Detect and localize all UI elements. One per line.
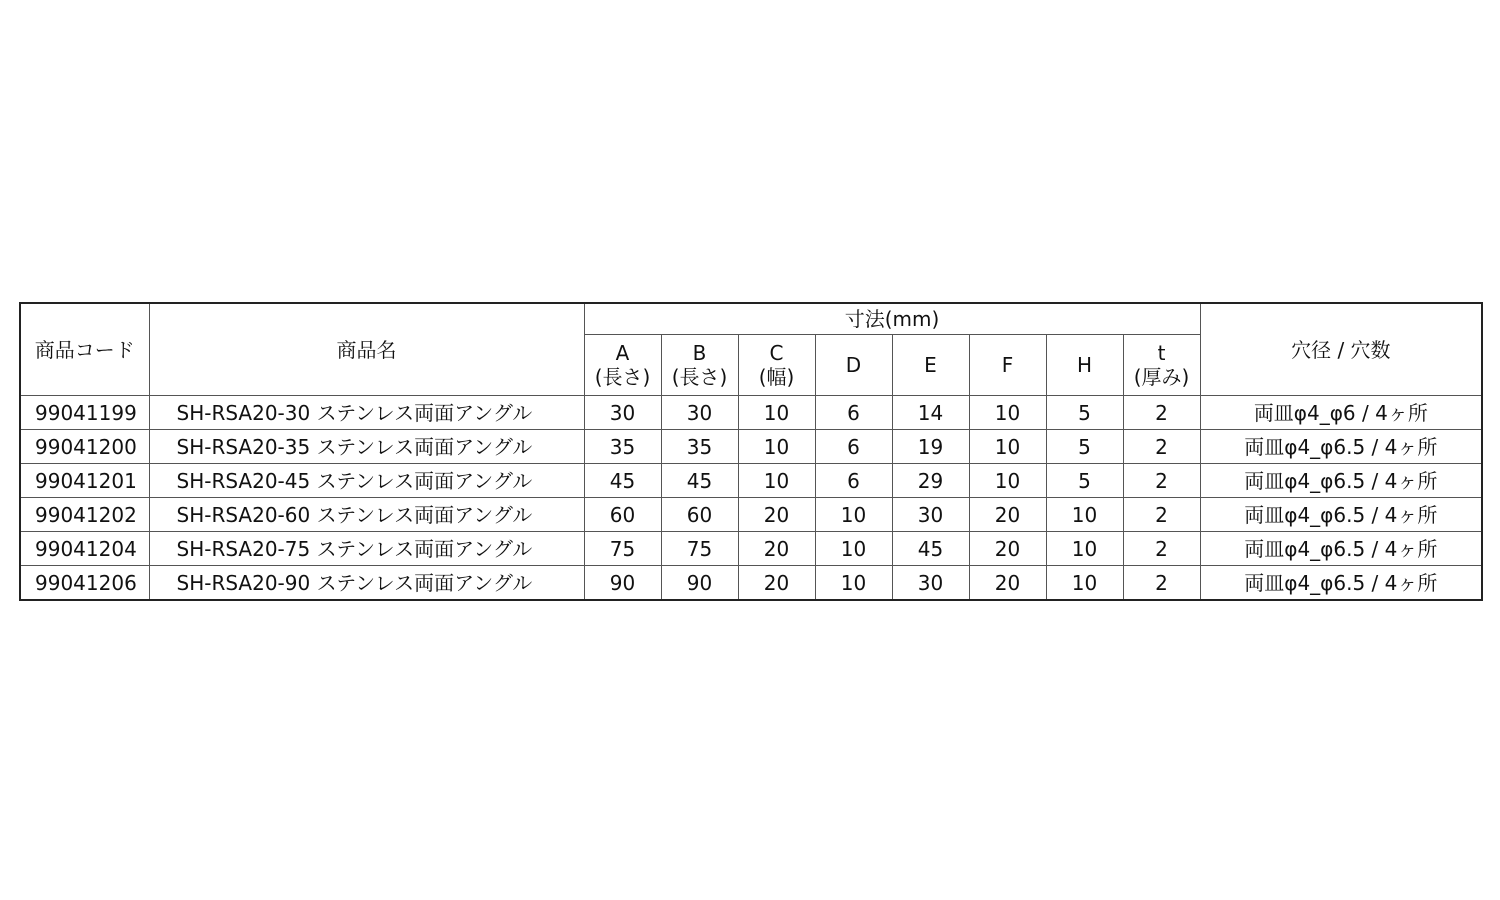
- header-dim-key: B: [692, 341, 707, 365]
- cell-a: 90: [584, 566, 661, 601]
- cell-t: 2: [1123, 396, 1200, 430]
- cell-name: SH-RSA20-30 ステンレス両面アングル: [149, 396, 584, 430]
- spec-table: [19, 302, 1483, 601]
- cell-e: 30: [892, 566, 969, 601]
- header-dim-E: [892, 335, 969, 396]
- cell-hole: 両皿φ4_φ6.5 / 4ヶ所: [1200, 532, 1482, 566]
- cell-b: 60: [661, 498, 738, 532]
- header-dim-C: [738, 335, 815, 396]
- cell-c: 20: [738, 532, 815, 566]
- cell-d: 10: [815, 498, 892, 532]
- cell-f: 20: [969, 566, 1046, 601]
- cell-d: 10: [815, 532, 892, 566]
- header-code: 商品コード: [20, 303, 149, 396]
- header-dim-key: E: [924, 353, 937, 377]
- header-dim-note: (幅): [758, 365, 795, 389]
- header-dim-key: A: [615, 341, 630, 365]
- cell-name: SH-RSA20-45 ステンレス両面アングル: [149, 464, 584, 498]
- header-dim-key: F: [1001, 353, 1014, 377]
- cell-name: SH-RSA20-35 ステンレス両面アングル: [149, 430, 584, 464]
- table-header: [20, 303, 1482, 396]
- cell-e: 45: [892, 532, 969, 566]
- cell-e: 30: [892, 498, 969, 532]
- cell-f: 10: [969, 396, 1046, 430]
- cell-name: SH-RSA20-90 ステンレス両面アングル: [149, 566, 584, 601]
- header-row-1: [20, 303, 1482, 335]
- cell-b: 90: [661, 566, 738, 601]
- cell-h: 5: [1046, 430, 1123, 464]
- header-dim-note: (長さ): [594, 365, 651, 389]
- cell-a: 75: [584, 532, 661, 566]
- header-dim-H: [1046, 335, 1123, 396]
- cell-hole: 両皿φ4_φ6 / 4ヶ所: [1200, 396, 1482, 430]
- table-row: [20, 464, 1482, 498]
- cell-a: 60: [584, 498, 661, 532]
- header-dim-B: [661, 335, 738, 396]
- cell-code: 99041202: [20, 498, 149, 532]
- cell-name: SH-RSA20-75 ステンレス両面アングル: [149, 532, 584, 566]
- cell-t: 2: [1123, 566, 1200, 601]
- header-dim-key: C: [769, 341, 784, 365]
- cell-code: 99041201: [20, 464, 149, 498]
- cell-a: 45: [584, 464, 661, 498]
- cell-c: 10: [738, 396, 815, 430]
- header-dim-D: [815, 335, 892, 396]
- cell-code: 99041199: [20, 396, 149, 430]
- cell-d: 6: [815, 430, 892, 464]
- cell-h: 5: [1046, 396, 1123, 430]
- cell-code: 99041206: [20, 566, 149, 601]
- header-dim-F: [969, 335, 1046, 396]
- cell-hole: 両皿φ4_φ6.5 / 4ヶ所: [1200, 498, 1482, 532]
- table-row: [20, 430, 1482, 464]
- cell-h: 10: [1046, 532, 1123, 566]
- cell-e: 19: [892, 430, 969, 464]
- cell-code: 99041204: [20, 532, 149, 566]
- header-dim-note: (長さ): [671, 365, 728, 389]
- cell-e: 14: [892, 396, 969, 430]
- cell-c: 10: [738, 464, 815, 498]
- cell-hole: 両皿φ4_φ6.5 / 4ヶ所: [1200, 430, 1482, 464]
- cell-a: 30: [584, 396, 661, 430]
- table-body: [20, 396, 1482, 601]
- header-dim-key: D: [845, 353, 862, 377]
- cell-f: 10: [969, 430, 1046, 464]
- cell-h: 5: [1046, 464, 1123, 498]
- cell-f: 20: [969, 532, 1046, 566]
- table-row: [20, 566, 1482, 601]
- cell-hole: 両皿φ4_φ6.5 / 4ヶ所: [1200, 464, 1482, 498]
- cell-b: 75: [661, 532, 738, 566]
- cell-b: 45: [661, 464, 738, 498]
- cell-h: 10: [1046, 498, 1123, 532]
- header-name: 商品名: [149, 303, 584, 396]
- cell-b: 30: [661, 396, 738, 430]
- cell-name: SH-RSA20-60 ステンレス両面アングル: [149, 498, 584, 532]
- cell-e: 29: [892, 464, 969, 498]
- header-dim-A: [584, 335, 661, 396]
- cell-t: 2: [1123, 430, 1200, 464]
- header-hole: 穴径 / 穴数: [1200, 303, 1482, 396]
- header-dim-note: (厚み): [1133, 365, 1190, 389]
- table-row: [20, 498, 1482, 532]
- cell-code: 99041200: [20, 430, 149, 464]
- cell-a: 35: [584, 430, 661, 464]
- cell-c: 20: [738, 498, 815, 532]
- header-dim-key: H: [1076, 353, 1093, 377]
- cell-c: 20: [738, 566, 815, 601]
- header-dim-key: t: [1157, 341, 1166, 365]
- cell-t: 2: [1123, 532, 1200, 566]
- cell-d: 6: [815, 396, 892, 430]
- cell-t: 2: [1123, 464, 1200, 498]
- header-dim-t: [1123, 335, 1200, 396]
- cell-c: 10: [738, 430, 815, 464]
- cell-d: 10: [815, 566, 892, 601]
- cell-f: 10: [969, 464, 1046, 498]
- cell-b: 35: [661, 430, 738, 464]
- cell-d: 6: [815, 464, 892, 498]
- cell-f: 20: [969, 498, 1046, 532]
- cell-t: 2: [1123, 498, 1200, 532]
- cell-h: 10: [1046, 566, 1123, 601]
- cell-hole: 両皿φ4_φ6.5 / 4ヶ所: [1200, 566, 1482, 601]
- table-row: [20, 532, 1482, 566]
- header-dimensions-group: 寸法(mm): [584, 303, 1200, 335]
- table-row: [20, 396, 1482, 430]
